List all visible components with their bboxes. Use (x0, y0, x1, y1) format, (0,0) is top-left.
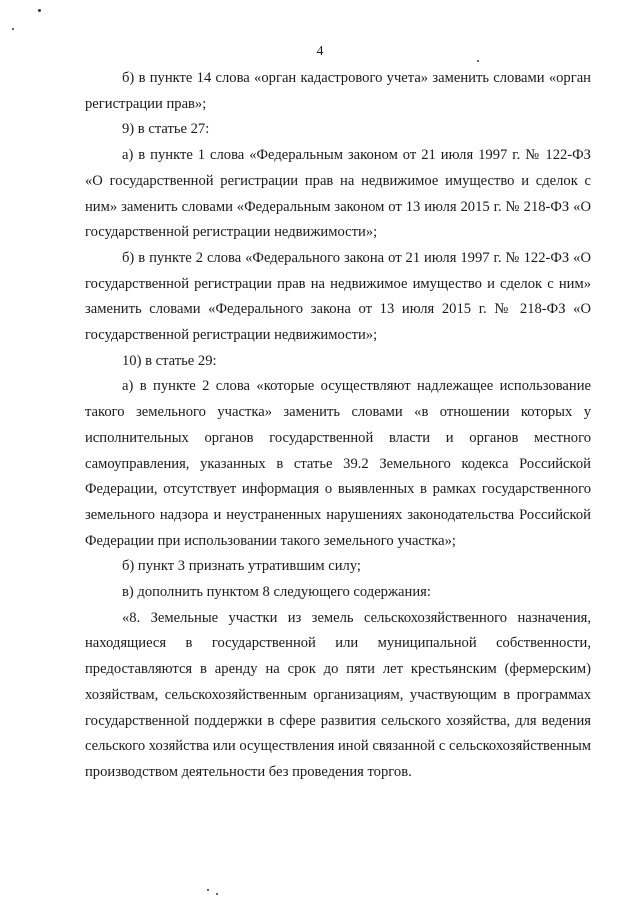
paragraph-point-8: «8. Земельные участки из земель сельскохозяйственного назначения, находящиеся в государственной или муниципальной собственности, предоставляются в аренду на срок до пяти лет крестьянским (фермерским) хозяйствам, сельскохозяйственным организациям, участвующим в программах государственной поддержки в сфере развития сельского хозяйства, для ведения сельского хозяйства или осуществления иной связанной с сельскохозяйственным производством деятельности без проведения торгов. (85, 609, 591, 780)
paragraph-6b: б) в пункте 14 слова «орган кадастрового учета» заменить словами «орган регистрации прав»; (85, 70, 591, 112)
page-number: 4 (316, 44, 324, 59)
scan-speck (207, 889, 209, 891)
paragraph-10a: а) в пункте 2 слова «которые осуществляют надлежащее использование такого земельного участка» заменить словами «в отношении которых у исполнительных органов государственной власти и органов местного самоуправления, указанных в статье 39.2 Земельного кодекса Российской Федерации, отсутствует информация о выявленных в рамках государственного земельного надзора и неустраненных нарушениях законодательства Российской Федерации при использовании такого земельного участка»; (85, 378, 591, 549)
paragraph-9b: б) в пункте 2 слова «Федерального закона от 21 июля 1997 г. № 122-ФЗ «О государственной регистрации прав на недвижимое имущество и сделок с ним» заменить словами «Федерального закона от 13 июля 2015 г. № 218-ФЗ «О государственной регистрации недвижимости»; (85, 249, 591, 344)
scan-speck (477, 60, 479, 62)
paragraph-item-9: 9) в статье 27: (122, 121, 210, 138)
document-body (85, 66, 591, 786)
scan-speck (38, 9, 41, 12)
paragraph-10b: б) пункт 3 признать утратившим силу; (122, 558, 361, 575)
paragraph-10v: в) дополнить пунктом 8 следующего содержания: (122, 584, 431, 601)
paragraph-item-10: 10) в статье 29: (122, 352, 217, 369)
paragraph-9a: а) в пункте 1 слова «Федеральным законом от 21 июля 1997 г. № 122-ФЗ «О государственной регистрации прав на недвижимое имущество и сделок с ним» заменить словами «Федеральным законом от 13 июля 2015 г. № 218-ФЗ «О государственной регистрации недвижимости»; (85, 147, 591, 241)
scan-speck (12, 28, 14, 30)
scan-speck (216, 893, 218, 895)
